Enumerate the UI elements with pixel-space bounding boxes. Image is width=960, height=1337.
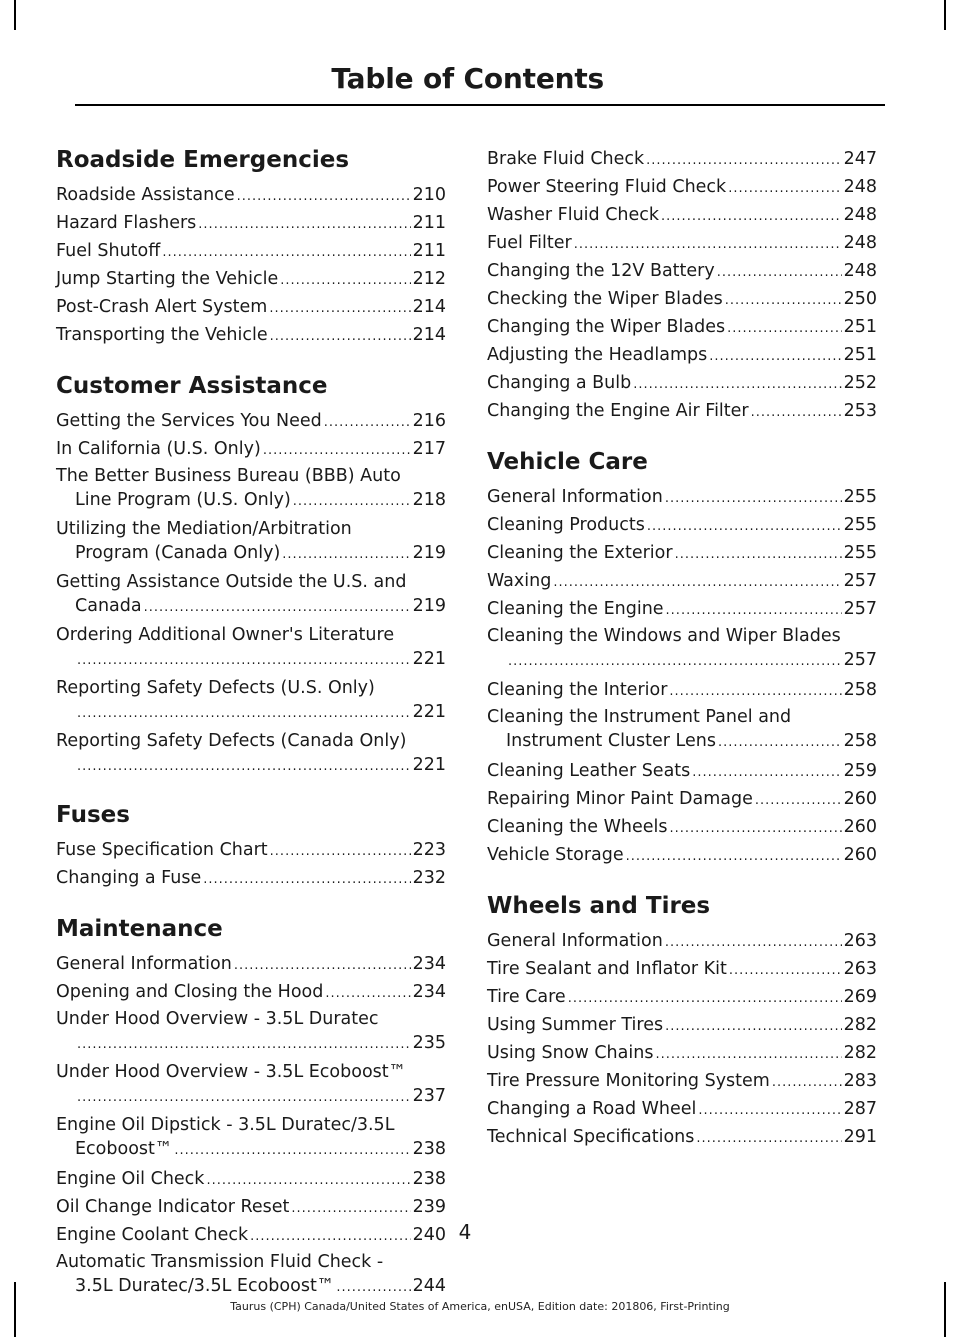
dot-leader	[675, 542, 842, 568]
toc-entry[interactable]	[56, 238, 446, 266]
toc-entry-page: 258	[843, 731, 877, 751]
toc-entry-title: Transporting the Vehicle	[56, 325, 268, 345]
toc-entry-title: Reporting Safety Defects (Canada Only)	[56, 731, 407, 751]
toc-section	[56, 370, 446, 779]
dot-leader	[696, 1126, 841, 1152]
toc-entry-page: 244	[412, 1276, 446, 1296]
toc-entry[interactable]	[487, 1040, 877, 1068]
toc-entry-title: Cleaning the Instrument Panel and	[487, 707, 792, 727]
toc-left-column	[56, 144, 446, 1320]
dot-leader	[325, 981, 410, 1007]
toc-entry-title: Engine Coolant Check	[56, 1225, 249, 1245]
toc-entry[interactable]	[487, 230, 877, 258]
page-title: Table of Contents	[331, 62, 604, 95]
toc-entry-page: 218	[412, 490, 446, 510]
dot-leader	[669, 679, 841, 705]
toc-entry[interactable]	[487, 984, 877, 1012]
toc-entry-title: Washer Fluid Check	[487, 205, 660, 225]
toc-entry[interactable]	[56, 1113, 446, 1163]
toc-entry[interactable]	[487, 1012, 877, 1040]
dot-leader	[77, 755, 411, 779]
toc-entry-page: 210	[412, 185, 446, 205]
toc-entry[interactable]	[487, 705, 877, 755]
toc-entry-title: In California (U.S. Only)	[56, 439, 261, 459]
page-number: 4	[458, 1220, 472, 1244]
toc-entry-page: 257	[843, 571, 877, 591]
toc-entry-page: 248	[843, 233, 877, 253]
section-title: Customer Assistance	[56, 373, 328, 399]
toc-entry[interactable]	[487, 677, 877, 705]
dot-leader	[666, 598, 842, 624]
toc-entry-page: 214	[412, 325, 446, 345]
toc-entry[interactable]	[487, 398, 877, 426]
toc-entry-page: 263	[843, 959, 877, 979]
dot-leader	[755, 788, 842, 814]
toc-section	[487, 146, 877, 426]
toc-entry-title: Repairing Minor Paint Damage	[487, 789, 753, 809]
toc-entry-page: 232	[412, 868, 446, 888]
toc-entry-title: Using Summer Tires	[487, 1015, 664, 1035]
toc-entry-title: Hazard Flashers	[56, 213, 197, 233]
dot-leader	[280, 268, 410, 294]
dot-leader	[77, 702, 411, 726]
toc-right-column	[487, 146, 877, 1172]
section-title: Vehicle Care	[487, 449, 648, 475]
toc-section	[487, 446, 877, 870]
toc-entry[interactable]	[487, 1096, 877, 1124]
toc-entry-page: 211	[412, 213, 446, 233]
toc-entry-page: 259	[843, 761, 877, 781]
toc-entry[interactable]	[56, 436, 446, 464]
toc-entry[interactable]	[56, 837, 446, 865]
toc-entry-title: Changing the 12V Battery	[487, 261, 715, 281]
toc-entry-page: 248	[843, 177, 877, 197]
toc-entry-title: Roadside Assistance	[56, 185, 235, 205]
toc-entry-page: 235	[412, 1033, 446, 1053]
dot-leader	[270, 839, 411, 865]
toc-entry-page: 238	[412, 1139, 446, 1159]
toc-entry-title: Engine Oil Dipstick - 3.5L Duratec/3.5L	[56, 1115, 395, 1135]
toc-entry[interactable]	[487, 146, 877, 174]
toc-entry-title: Getting Assistance Outside the U.S. and	[56, 572, 407, 592]
toc-entry-title: Using Snow Chains	[487, 1043, 654, 1063]
toc-entry-page: 248	[843, 205, 877, 225]
toc-entry-title: Fuse Specification Chart	[56, 840, 268, 860]
toc-entry-title: Tire Sealant and Inflator Kit	[487, 959, 727, 979]
dot-leader	[665, 486, 842, 512]
toc-entry[interactable]	[56, 865, 446, 893]
toc-entry-page: 255	[843, 515, 877, 535]
dot-leader	[665, 1014, 842, 1040]
toc-entry[interactable]	[487, 174, 877, 202]
toc-entry[interactable]	[487, 484, 877, 512]
toc-entry[interactable]	[487, 568, 877, 596]
dot-leader	[633, 372, 841, 398]
toc-entry-title: Tire Pressure Monitoring System	[487, 1071, 770, 1091]
dot-leader	[647, 514, 842, 540]
toc-entry-title: Engine Oil Check	[56, 1169, 205, 1189]
toc-entry-title: Tire Care	[487, 987, 566, 1007]
toc-entry-title: Under Hood Overview - 3.5L Ecoboost™	[56, 1062, 407, 1082]
dot-leader	[336, 1276, 410, 1300]
dot-leader	[77, 649, 411, 673]
toc-entry-title: General Information	[56, 954, 232, 974]
toc-entry[interactable]	[487, 928, 877, 956]
toc-entry-title: Cleaning Leather Seats	[487, 761, 691, 781]
crop-mark-top-left	[14, 0, 16, 30]
toc-entry[interactable]	[487, 1124, 877, 1152]
toc-entry[interactable]	[487, 342, 877, 370]
toc-entry-title: Changing a Road Wheel	[487, 1099, 697, 1119]
toc-entry-page: 234	[412, 954, 446, 974]
toc-entry-title: Under Hood Overview - 3.5L Duratec	[56, 1009, 379, 1029]
toc-entry[interactable]	[56, 729, 446, 779]
dot-leader	[717, 260, 842, 286]
toc-entry[interactable]	[56, 1250, 446, 1300]
toc-entry-page: 221	[412, 649, 446, 669]
toc-entry-page: 253	[843, 401, 877, 421]
toc-entry-title: Technical Specifications	[487, 1127, 695, 1147]
section-title: Roadside Emergencies	[56, 147, 350, 173]
toc-entry[interactable]	[56, 210, 446, 238]
toc-entry-title-continued: Ecoboost™	[75, 1139, 173, 1159]
toc-entry-title: Fuel Shutoff	[56, 241, 161, 261]
toc-entry-page: 255	[843, 543, 877, 563]
dot-leader	[263, 438, 411, 464]
toc-entry-title: Cleaning the Windows and Wiper Blades	[487, 626, 841, 646]
toc-entry[interactable]	[487, 956, 877, 984]
toc-entry-page: 217	[412, 439, 446, 459]
toc-entry-page: 250	[843, 289, 877, 309]
toc-entry-title: Changing a Fuse	[56, 868, 202, 888]
dot-leader	[77, 1086, 411, 1110]
toc-entry-title-continued: Program (Canada Only)	[75, 543, 281, 563]
dot-leader	[324, 410, 411, 436]
toc-entry-page: 255	[843, 487, 877, 507]
toc-section	[56, 799, 446, 893]
dot-leader	[553, 570, 841, 596]
toc-entry-page: 239	[412, 1197, 446, 1217]
dot-leader	[692, 760, 841, 786]
toc-entry[interactable]	[487, 842, 877, 870]
toc-entry[interactable]	[487, 286, 877, 314]
toc-entry-title: General Information	[487, 931, 663, 951]
toc-entry-title: Adjusting the Headlamps	[487, 345, 708, 365]
toc-entry-title-continued: Instrument Cluster Lens	[506, 731, 716, 751]
toc-entry-title: Brake Fluid Check	[487, 149, 645, 169]
dot-leader	[665, 930, 842, 956]
toc-entry[interactable]	[487, 624, 877, 674]
dot-leader	[729, 958, 842, 984]
toc-entry[interactable]	[56, 294, 446, 322]
toc-entry[interactable]	[487, 258, 877, 286]
toc-entry-page: 287	[843, 1099, 877, 1119]
dot-leader	[77, 1033, 411, 1057]
toc-entry-page: 238	[412, 1169, 446, 1189]
toc-entry-title: Oil Change Indicator Reset	[56, 1197, 290, 1217]
dot-leader	[174, 1139, 410, 1163]
toc-entry[interactable]	[487, 814, 877, 842]
toc-entry[interactable]	[56, 182, 446, 210]
dot-leader	[237, 184, 411, 210]
dot-leader	[718, 731, 842, 755]
dot-leader	[270, 324, 411, 350]
dot-leader	[162, 240, 410, 266]
toc-entry-title: Cleaning the Interior	[487, 680, 668, 700]
dot-leader	[282, 543, 410, 567]
toc-entry[interactable]	[487, 314, 877, 342]
toc-entry-title: Post-Crash Alert System	[56, 297, 268, 317]
dot-leader	[709, 344, 841, 370]
toc-entry-page: 258	[843, 680, 877, 700]
header-divider	[75, 104, 885, 106]
toc-entry-title: Cleaning the Exterior	[487, 543, 673, 563]
toc-entry-title: Automatic Transmission Fluid Check -	[56, 1252, 384, 1272]
dot-leader	[574, 232, 842, 258]
toc-entry-page: 260	[843, 845, 877, 865]
toc-entry-page: 260	[843, 789, 877, 809]
toc-entry[interactable]	[56, 623, 446, 673]
toc-entry[interactable]	[56, 1060, 446, 1110]
toc-entry[interactable]	[487, 1068, 877, 1096]
toc-entry-page: 291	[843, 1127, 877, 1147]
toc-entry-page: 223	[412, 840, 446, 860]
toc-entry[interactable]	[56, 570, 446, 620]
toc-entry[interactable]	[56, 676, 446, 726]
toc-entry[interactable]	[56, 1194, 446, 1222]
toc-entry-page: 219	[412, 596, 446, 616]
dot-leader	[206, 1168, 410, 1194]
dot-leader	[669, 816, 841, 842]
toc-entry-title: Fuel Filter	[487, 233, 572, 253]
toc-entry[interactable]	[56, 979, 446, 1007]
toc-entry-page: 260	[843, 817, 877, 837]
toc-entry-title: Changing the Wiper Blades	[487, 317, 726, 337]
toc-entry[interactable]	[56, 951, 446, 979]
toc-entry-page: 282	[843, 1043, 877, 1063]
toc-entry-title: Cleaning the Wheels	[487, 817, 668, 837]
toc-entry-title: Power Steering Fluid Check	[487, 177, 727, 197]
toc-entry-title: Cleaning Products	[487, 515, 645, 535]
crop-mark-top-right	[944, 0, 946, 30]
toc-entry-title-continued: Line Program (U.S. Only)	[75, 490, 291, 510]
toc-entry-page: 269	[843, 987, 877, 1007]
toc-entry-page: 214	[412, 297, 446, 317]
section-title: Fuses	[56, 802, 130, 828]
toc-entry-page: 257	[843, 599, 877, 619]
toc-entry-page: 212	[412, 269, 446, 289]
toc-entry[interactable]	[56, 1007, 446, 1057]
toc-entry-page: 252	[843, 373, 877, 393]
toc-entry-page: 247	[843, 149, 877, 169]
toc-entry-page: 283	[843, 1071, 877, 1091]
toc-entry-page: 211	[412, 241, 446, 261]
toc-entry-page: 221	[412, 702, 446, 722]
toc-entry-title-continued: 3.5L Duratec/3.5L Ecoboost™	[75, 1276, 335, 1296]
toc-entry-page: 263	[843, 931, 877, 951]
dot-leader	[728, 176, 841, 202]
toc-entry-title: Reporting Safety Defects (U.S. Only)	[56, 678, 375, 698]
section-title: Maintenance	[56, 916, 223, 942]
dot-leader	[661, 204, 842, 230]
toc-entry[interactable]	[487, 596, 877, 624]
toc-entry-page: 257	[843, 650, 877, 670]
toc-entry-title-continued: Canada	[75, 596, 142, 616]
toc-entry-page: 237	[412, 1086, 446, 1106]
toc-entry-title: General Information	[487, 487, 663, 507]
section-title: Wheels and Tires	[487, 893, 711, 919]
toc-entry-page: 234	[412, 982, 446, 1002]
dot-leader	[293, 490, 411, 514]
toc-entry[interactable]	[56, 408, 446, 436]
toc-entry[interactable]	[487, 370, 877, 398]
dot-leader	[698, 1098, 841, 1124]
toc-entry[interactable]	[487, 202, 877, 230]
toc-entry[interactable]	[56, 1166, 446, 1194]
toc-entry-page: 240	[412, 1225, 446, 1245]
dot-leader	[234, 953, 411, 979]
toc-entry-title: Getting the Services You Need	[56, 411, 322, 431]
toc-entry[interactable]	[56, 517, 446, 567]
toc-entry[interactable]	[487, 540, 877, 568]
toc-entry-page: 251	[843, 345, 877, 365]
dot-leader	[725, 288, 842, 314]
toc-entry-page: 216	[412, 411, 446, 431]
dot-leader	[646, 148, 841, 174]
toc-entry-title: Jump Starting the Vehicle	[56, 269, 279, 289]
toc-entry-page: 248	[843, 261, 877, 281]
toc-entry-title: Utilizing the Mediation/Arbitration	[56, 519, 352, 539]
dot-leader	[568, 986, 842, 1012]
dot-leader	[508, 650, 842, 674]
toc-entry-page: 219	[412, 543, 446, 563]
toc-entry-page: 282	[843, 1015, 877, 1035]
toc-entry-title: Checking the Wiper Blades	[487, 289, 723, 309]
dot-leader	[269, 296, 410, 322]
toc-entry-title: The Better Business Bureau (BBB) Auto	[56, 466, 401, 486]
toc-entry-title: Changing the Engine Air Filter	[487, 401, 749, 421]
footer-edition: Taurus (CPH) Canada/United States of America, enUSA, Edition date: 201806, First-Printing	[230, 1300, 730, 1313]
toc-entry-title: Waxing	[487, 571, 552, 591]
toc-entry[interactable]	[487, 758, 877, 786]
toc-entry-title: Ordering Additional Owner's Literature	[56, 625, 395, 645]
toc-entry-title: Opening and Closing the Hood	[56, 982, 324, 1002]
toc-entry[interactable]	[56, 322, 446, 350]
dot-leader	[626, 844, 842, 870]
toc-entry-title: Vehicle Storage	[487, 845, 624, 865]
toc-entry[interactable]	[56, 266, 446, 294]
dot-leader	[751, 400, 842, 426]
toc-entry[interactable]	[56, 464, 446, 514]
dot-leader	[772, 1070, 842, 1096]
toc-section	[487, 890, 877, 1152]
dot-leader	[198, 212, 410, 238]
dot-leader	[727, 316, 841, 342]
dot-leader	[144, 596, 411, 620]
toc-entry[interactable]	[487, 512, 877, 540]
dot-leader	[655, 1042, 841, 1068]
dot-leader	[291, 1196, 410, 1222]
toc-entry-title: Changing a Bulb	[487, 373, 632, 393]
toc-entry-page: 221	[412, 755, 446, 775]
dot-leader	[203, 867, 410, 893]
toc-entry[interactable]	[487, 786, 877, 814]
toc-section	[56, 144, 446, 350]
toc-entry-page: 251	[843, 317, 877, 337]
toc-entry-title: Cleaning the Engine	[487, 599, 664, 619]
